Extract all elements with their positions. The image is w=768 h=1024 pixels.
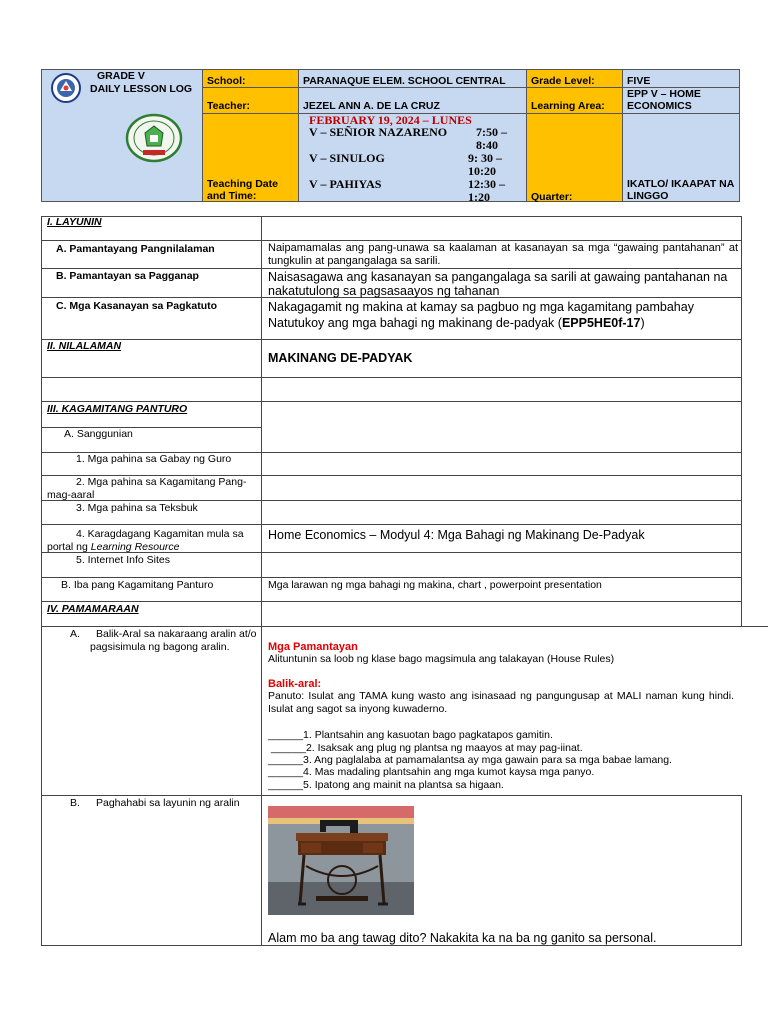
quarter-value: IKATLO/ IKAAPAT NA LINGGO: [627, 178, 734, 202]
section-3-name: V – PAHIYAS: [309, 177, 382, 191]
karagdagang-kagamitan-value: Home Economics – Modyul 4: Mga Bahagi ng Makinang De-Padyak: [268, 528, 645, 542]
nilalaman-value: MAKINANG DE-PADYAK: [268, 351, 413, 365]
school-value: PARANAQUE ELEM. SCHOOL CENTRAL: [303, 75, 506, 87]
balik-aral-item-2: ______2. Isaksak ang plug ng plantsa ng maayos at may pag-iinat.: [268, 742, 583, 754]
balik-aral-label: Balik-Aral sa nakaraang aralin at/o pagsisimula ng bagong aralin.: [90, 628, 257, 653]
layunin-heading: I. LAYUNIN: [47, 216, 102, 228]
date-value: FEBRUARY 19, 2024 – LUNES: [309, 113, 472, 127]
kasanayan-label: C. Mga Kasanayan sa Pagkatuto: [56, 300, 218, 312]
grade-level-value: FIVE: [627, 75, 651, 87]
section-2: [309, 151, 521, 178]
paghahabi-label: Paghahabi sa layunin ng aralin: [96, 797, 240, 809]
section-3-time: 12:30 – 1:20: [468, 177, 505, 204]
kagamitang-mag-aaral-label: 2. Mga pahina sa Kagamitang Pang-mag-aaral: [47, 476, 247, 501]
pamantayan-pagganap-label: B. Pamantayan sa Pagganap: [56, 270, 199, 282]
karagdagang-kagamitan-label: [47, 528, 259, 553]
date-label: Teaching Date and Time:: [207, 178, 278, 202]
teacher-label: Teacher:: [207, 100, 250, 112]
learning-resource-text: Learning Resource: [90, 540, 180, 553]
school-seal-logo: [125, 113, 183, 163]
kasanayan-value-2-text: Natutukoy ang mga bahagi ng makinang de-padyak (: [268, 316, 562, 330]
header-label-col-2: [527, 70, 622, 201]
pamamaraan-heading: IV. PAMAMARAAN: [47, 603, 139, 615]
karagdagang-kagamitan-text: 4. Karagdagang Kagamitan mula sa portal ng: [47, 528, 244, 553]
section-1-name: V – SEÑIOR NAZARENO: [309, 125, 448, 139]
gabay-guro-label: 1. Mga pahina sa Gabay ng Guro: [76, 453, 232, 465]
section-2-time: 9: 30 – 10:20: [468, 151, 502, 178]
panuto-text: Panuto: Isulat ang TAMA kung wasto ang isinasaad ng pangungusap at MALI naman kung hindi. Isulat ang sagot sa inyong kuwaderno.: [268, 690, 734, 715]
balik-aral-item-3: ______3. Ang paglalaba at pamamalantsa ay mga gawain para sa mga babae lamang.: [268, 754, 672, 766]
deped-seal-logo: [49, 73, 89, 103]
section-1: [309, 125, 521, 152]
pamantayan-pagganap-value: Naisasagawa ang kasanayan sa pangangalaga sa sarili at gawaing pantahanan na nakatutulong sa pagsasaayos ng tahanan: [268, 270, 728, 298]
teacher-value: JEZEL ANN A. DE LA CRUZ: [303, 100, 440, 112]
balik-aral-letter: A.: [70, 628, 80, 640]
paghahabi-question: Alam mo ba ang tawag dito? Nakakita ka na ba ng ganito sa personal.: [268, 931, 657, 945]
sanggunian-label: A. Sanggunian: [64, 428, 133, 440]
balik-aral-item-4: ______4. Mas madaling plantsahin ang mga kumot kaysa mga panyo.: [268, 766, 595, 778]
internet-sites-label: 5. Internet Info Sites: [76, 554, 170, 566]
sewing-machine-photo: [268, 806, 414, 915]
balik-aral-title: Balik-aral:: [268, 678, 322, 690]
iba-kagamitan-label: B. Iba pang Kagamitang Panturo: [61, 579, 214, 591]
teksbuk-label: 3. Mga pahina sa Teksbuk: [76, 502, 198, 514]
balik-aral-item-5: ______5. Ipatong ang mainit na plantsa sa higaan.: [268, 779, 504, 791]
kasanayan-value-1: Nakagagamit ng makina at kamay sa pagbuo ng mga kagamitang pambahay: [268, 300, 694, 314]
section-1-time: 7:50 – 8:40: [476, 125, 507, 152]
pamantayang-pangnilalaman-label: A. Pamantayang Pangnilalaman: [56, 243, 215, 255]
grade-text: GRADE V: [97, 70, 145, 82]
pamantayan-title: Mga Pamantayan: [268, 641, 358, 653]
iba-kagamitan-value: Mga larawan ng mga bahagi ng makina, chart , powerpoint presentation: [268, 579, 602, 591]
pamantayan-text: Alituntunin sa loob ng klase bago magsimula ang talakayan (House Rules): [268, 653, 615, 665]
school-label: School:: [207, 75, 246, 87]
log-title: DAILY LESSON LOG: [90, 83, 193, 95]
section-3: [309, 177, 521, 204]
paghahabi-letter: B.: [70, 797, 80, 809]
kasanayan-close: ): [640, 316, 645, 330]
kagamitan-heading: III. KAGAMITANG PANTURO: [47, 403, 188, 415]
kasanayan-value-2: [268, 316, 738, 330]
quarter-label: Quarter:: [531, 191, 573, 203]
pamantayang-pangnilalaman-value: Naipamamalas ang pang-unawa sa kaalaman at kasanayan sa mga “gawaing pantahanan” at tungkulin at pangangalaga sa sarili.: [268, 242, 738, 267]
balik-aral-item-1: ______1. Plantsahin ang kasuotan bago pagkatapos gamitin.: [268, 729, 553, 741]
grade-level-label: Grade Level:: [531, 75, 595, 87]
learning-area-label: Learning Area:: [531, 100, 605, 112]
learning-area-value: EPP V – HOME ECONOMICS: [627, 88, 701, 112]
nilalaman-heading: II. NILALAMAN: [47, 340, 122, 352]
section-2-name: V – SINULOG: [309, 151, 385, 165]
kasanayan-code: EPP5HE0f-17: [561, 316, 641, 330]
